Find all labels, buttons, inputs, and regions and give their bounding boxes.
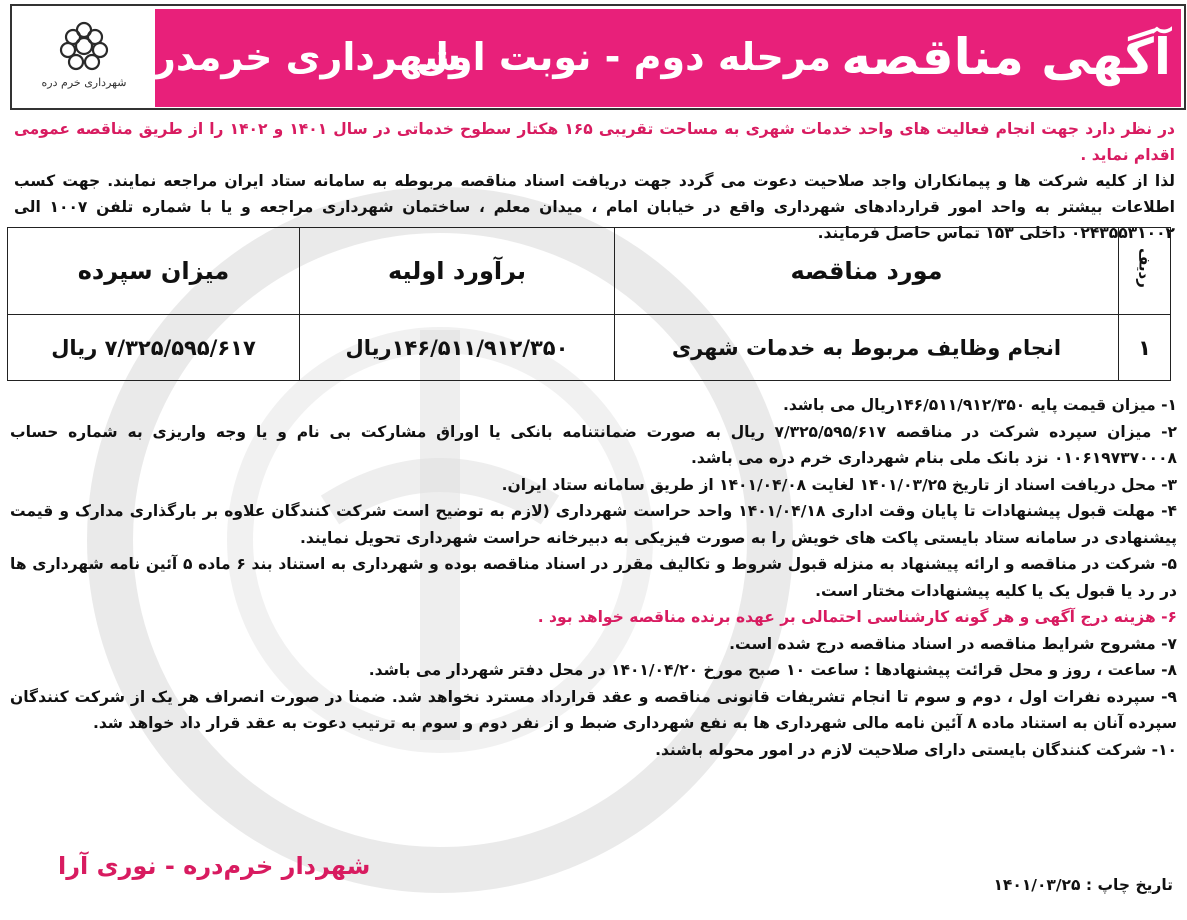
header-deposit: میزان سپرده (8, 228, 300, 315)
term-item-highlight: ۶- هزینه درج آگهی و هر گونه کارشناسی احتمالی بر عهده برنده مناقصه خواهد بود . (537, 608, 1177, 626)
cell-deposit: ۷/۳۲۵/۵۹۵/۶۱۷ ریال (8, 315, 300, 381)
header-band (131, 9, 1181, 107)
term-item: ۱- میزان قیمت پایه ۱۴۶/۵۱۱/۹۱۲/۳۵۰ریال می باشد. (782, 396, 1177, 414)
notice-title: آگهی مناقصه (841, 28, 1171, 86)
notice-header (10, 4, 1186, 110)
intro-body: لذا از کلیه شرکت ها و پیمانکاران واجد صلاحیت دعوت می گردد جهت دریافت اسناد مناقصه مربوطه به سامانه ستاد ایران مراجعه نمایند. جهت کسب اطلاعات بیشتر به واحد امور قراردادهای شهرداری واقع در خیابان امام ، میدان معلم ، ساختمان شهرداری مراجعه و یا با شماره تلفن ۱۰۰۷ الی ۰۲۴۳۵۵۳۱۰۰۲ داخلی ۱۵۳ تماس حاصل فرمایند. (14, 172, 1175, 242)
notice-stage: مرحله دوم - نوبت اول (416, 35, 831, 79)
organization-name: شهرداری خرمدره (131, 35, 461, 79)
term-item: ۵- شرکت در مناقصه و ارائه پیشنهاد به منزله قبول شروط و تکالیف مقرر در اسناد مناقصه بوده و شهرداری به استناد بند ۶ ماده ۵ آئین نامه شهرداری ها در رد یا قبول یک یا کلیه پیشنهادات مختار است. (10, 555, 1177, 600)
term-item: ۷- مشروح شرایط مناقصه در اسناد مناقصه درج شده است. (729, 634, 1177, 653)
intro-lead: در نظر دارد جهت انجام فعالیت های واحد خدمات شهری به مساحت تقریبی ۱۶۵ هکتار سطوح خدماتی در سال ۱۴۰۱ و ۱۴۰۲ را از طریق مناقصه عمومی اقدام نماید . (14, 120, 1175, 164)
term-item: ۳- محل دریافت اسناد از تاریخ ۱۴۰۱/۰۳/۲۵ لغایت ۱۴۰۱/۰۴/۰۸ از طریق سامانه ستاد ایران. (501, 475, 1177, 494)
term-item: ۹- سپرده نفرات اول ، دوم و سوم تا انجام تشریفات قانونی مناقصه و عقد قرارداد مسترد نخواهد شد. ضمنا در صورت انصراف هر یک از شرکت کنندگان سپرده آنان به استناد ماده ۸ آئین نامه مالی شهرداری ها به نفع شهرداری ضبط و از نفر دوم و سوم به ترتیب دعوت به عقد قرار داد خواهد شد. (10, 687, 1177, 732)
tender-table (8, 227, 1171, 381)
cell-estimate: ۱۴۶/۵۱۱/۹۱۲/۳۵۰ریال (300, 315, 615, 381)
term-item: ۲- میزان سپرده شرکت در مناقصه ۷/۳۲۵/۵۹۵/۶۱۷ ریال به صورت ضمانتنامه بانکی یا اوراق مشارکت بی نام و یا وجه واریزی به شماره حساب ۰۱۰۶۱۹۷۳۷۰۰۰۸ نزد بانک ملی بنام شهرداری خرم دره می باشد. (10, 422, 1177, 467)
mayor-signature: شهردار خرم‌دره - نوری آرا (58, 852, 371, 880)
print-date: تاریخ چاپ : ۱۴۰۱/۰۳/۲۵ (993, 876, 1173, 894)
table-header-row (8, 228, 1171, 315)
table-row (8, 315, 1171, 381)
header-estimate: برآورد اولیه (300, 228, 615, 315)
terms-list (10, 392, 1177, 763)
term-item: ۱۰- شرکت کنندگان بایستی دارای صلاحیت لازم در امور محوله باشند. (655, 740, 1177, 759)
cell-subject: انجام وظایف مربوط به خدمات شهری (615, 315, 1119, 381)
term-item: ۴- مهلت قبول پیشنهادات تا پایان وقت اداری ۱۴۰۱/۰۴/۱۸ واحد حراست شهرداری (لازم به توضیح است شرکت کنندگان علاوه بر بارگذاری مدارک و قیمت پیشنهادی در سامانه ستاد بایستی پاکت های خویش را به صورت فیزیکی به دبیرخانه حراست شهرداری تحویل نمایند. (10, 502, 1177, 547)
cell-row-number: ۱ (1119, 315, 1171, 381)
header-row-number: ردیف (1119, 228, 1171, 315)
header-subject: مورد مناقصه (615, 228, 1119, 315)
logo-caption: شهرداری خرم دره (41, 76, 127, 89)
term-item: ۸- ساعت ، روز و محل قرائت پیشنهادها : ساعت ۱۰ صبح مورخ ۱۴۰۱/۰۴/۲۰ در محل دفتر شهردار می باشد. (368, 661, 1177, 679)
